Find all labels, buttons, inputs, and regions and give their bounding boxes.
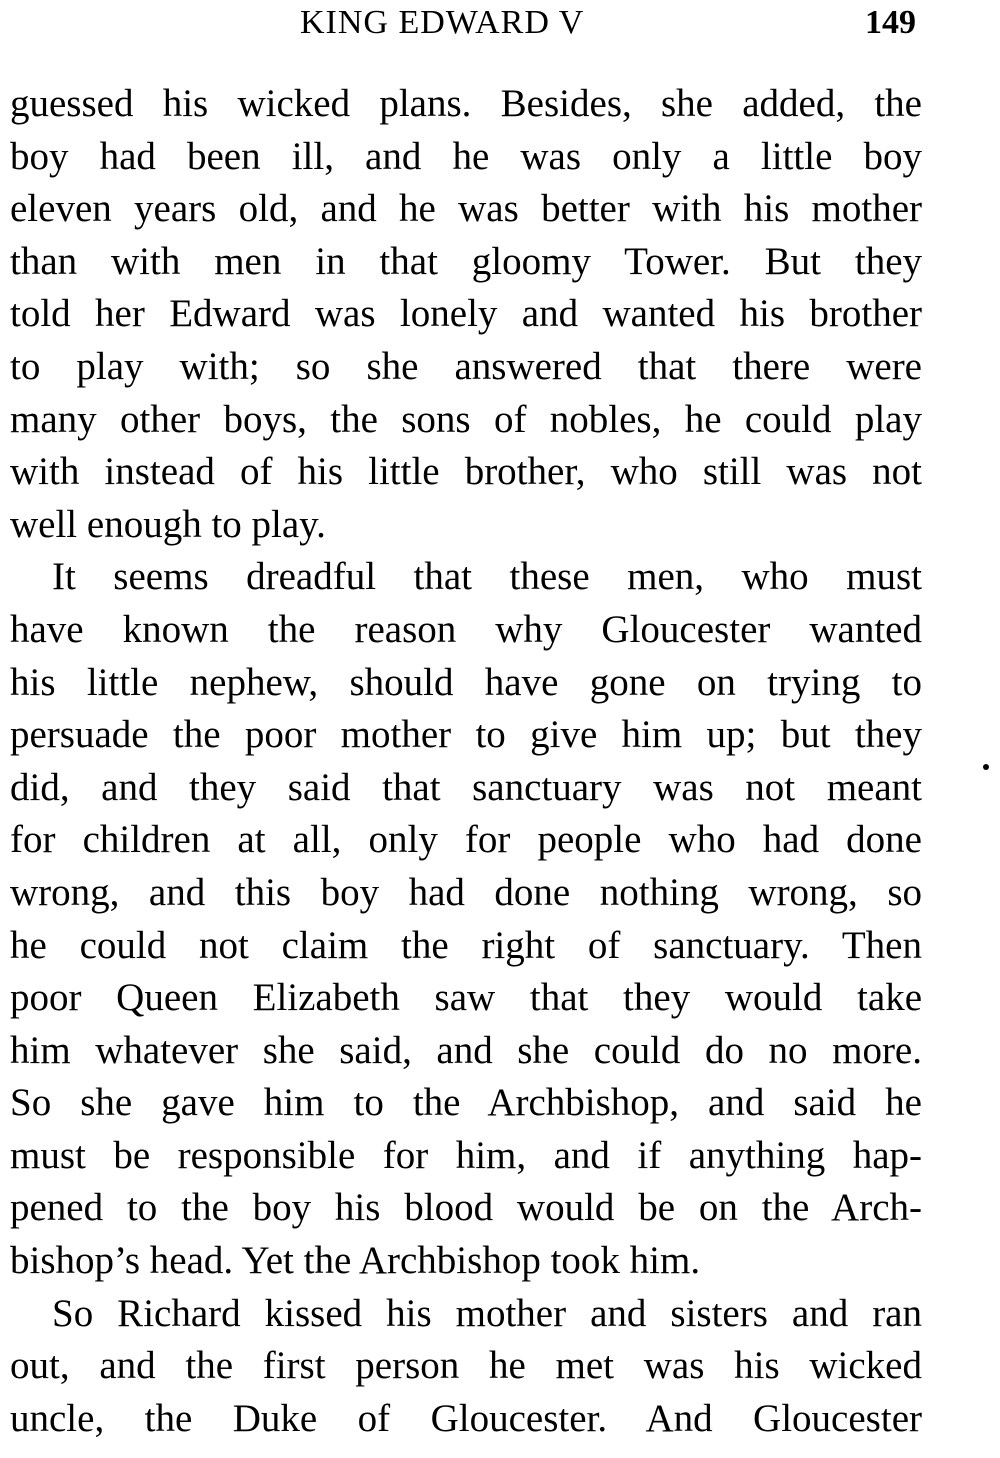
text-line: bishop’s head. Yet the Archbishop took him. — [10, 1239, 701, 1283]
text-line: So Richard kissed his mother and sisters and ran — [52, 1291, 922, 1335]
text-line: uncle, the Duke of Gloucester. And Gloucester — [10, 1396, 922, 1440]
text-line: than with men in that gloomy Tower. But they — [10, 239, 922, 283]
text-line: with instead of his little brother, who still was not — [10, 450, 922, 494]
text-line: guessed his wicked plans. Besides, she added, the — [10, 82, 922, 125]
text-line: his little nephew, should have gone on trying to — [10, 660, 922, 704]
text-line: wrong, and this boy had done nothing wrong, so — [10, 870, 922, 914]
text-line: to play with; so she answered that there were — [10, 344, 922, 388]
running-title: KING EDWARD V — [300, 4, 585, 41]
margin-speck — [983, 764, 989, 770]
running-head — [0, 0, 1000, 50]
text-line: pened to the boy his blood would be on the Arch- — [10, 1186, 922, 1230]
text-line: for children at all, only for people who had done — [10, 818, 922, 862]
text-line: eleven years old, and he was better with his mother — [10, 187, 922, 231]
text-line: poor Queen Elizabeth saw that they would take — [10, 976, 922, 1020]
paragraph-2 — [10, 551, 922, 1287]
text-line: him whatever she said, and she could do no more. — [10, 1028, 922, 1072]
text-line: he could not claim the right of sanctuary. Then — [10, 923, 922, 967]
text-line: It seems dreadful that these men, who must — [52, 555, 922, 599]
text-line: must be responsible for him, and if anything hap- — [10, 1133, 922, 1177]
body-text — [10, 78, 922, 1445]
text-line: told her Edward was lonely and wanted his brother — [10, 292, 922, 336]
text-line: persuade the poor mother to give him up; but they — [10, 713, 922, 757]
text-line: did, and they said that sanctuary was not meant — [10, 765, 922, 809]
text-line: out, and the first person he met was his wicked — [10, 1344, 922, 1388]
page-number: 149 — [865, 4, 916, 41]
text-line: So she gave him to the Archbishop, and said he — [10, 1081, 922, 1125]
text-line: many other boys, the sons of nobles, he could play — [10, 397, 922, 441]
text-line: have known the reason why Gloucester wanted — [10, 607, 922, 651]
paragraph-3 — [10, 1288, 922, 1446]
text-line: well enough to play. — [10, 502, 326, 546]
text-line: boy had been ill, and he was only a little boy — [10, 134, 922, 178]
paragraph-1 — [10, 78, 922, 551]
